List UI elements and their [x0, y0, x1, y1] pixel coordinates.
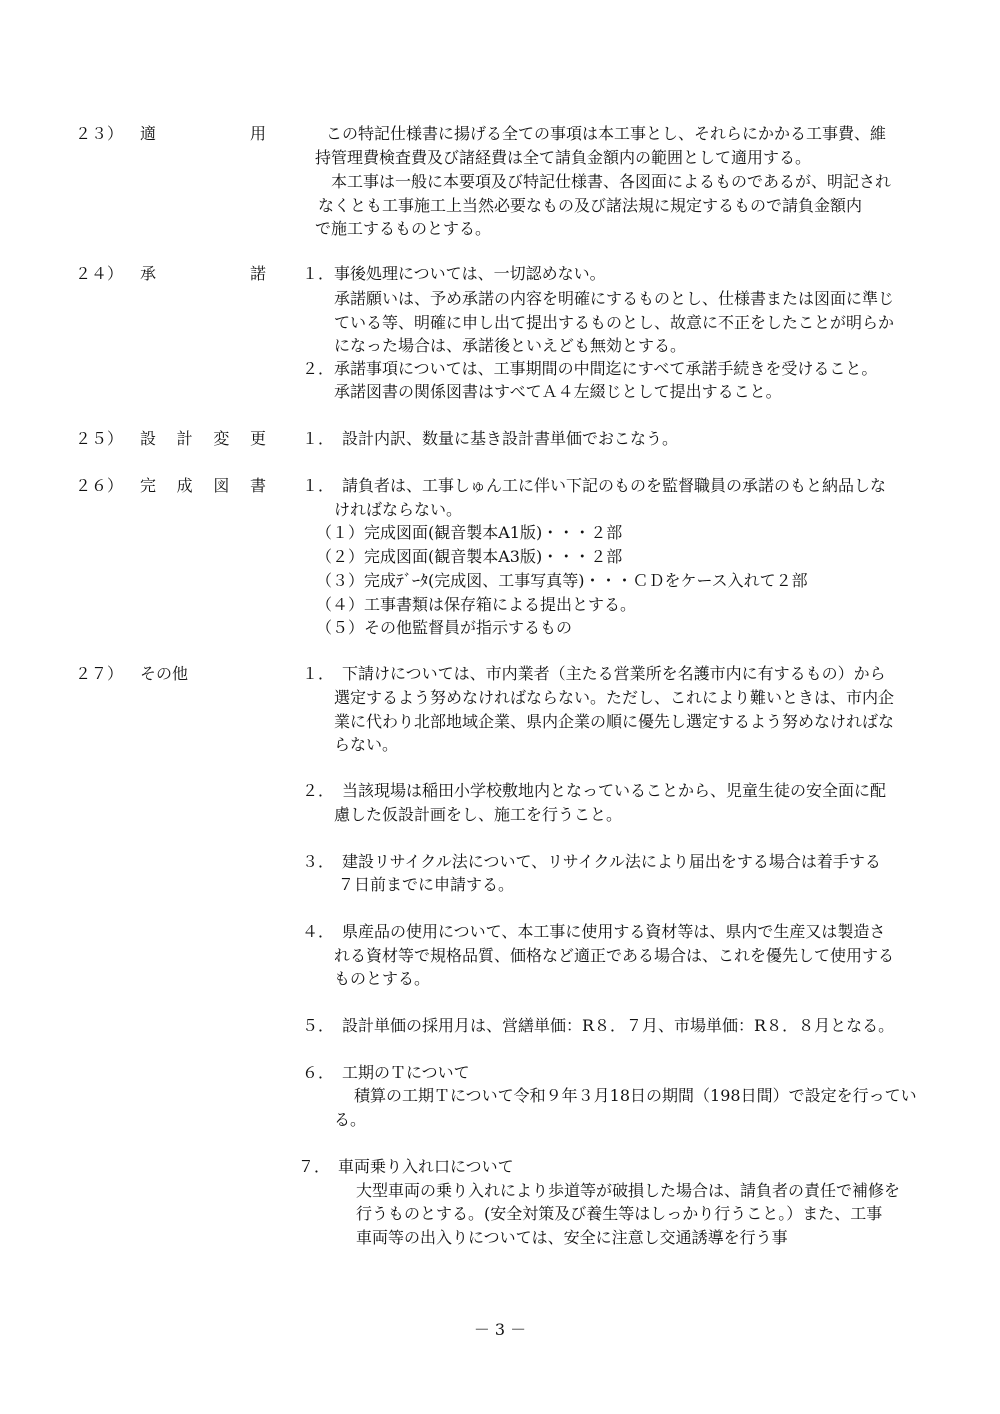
text-line: 行うものとする。(安全対策及び養生等はしっかり行うこと。）また、工事: [356, 1204, 883, 1223]
text-line: ものとする。: [334, 969, 431, 988]
text-line: 本工事は一般に本要項及び特記仕様書、各図面によるものであるが、明記され: [315, 172, 892, 191]
text-line: らない。: [334, 735, 399, 754]
section-title: [140, 262, 266, 286]
section-title-char: 承: [140, 264, 157, 283]
section-title-char: 変: [213, 429, 230, 448]
text-line: ２． 当該現場は稲田小学校敷地内となっていることから、児童生徒の安全面に配: [302, 781, 887, 800]
text-line: ７． 車両乗り入れ口について: [298, 1157, 514, 1176]
text-line: ければならない。: [334, 500, 463, 519]
text-line: １． 請負者は、工事しゅん工に伴い下記のものを監督職員の承諾のもと納品しな: [302, 476, 887, 495]
section-number: ２６）: [75, 476, 124, 495]
section-number: ２５）: [75, 429, 124, 448]
text-line: で施工するものとする。: [315, 219, 492, 238]
text-line: 慮した仮設計画をし、施工を行うこと。: [334, 805, 623, 824]
section-title: [140, 122, 266, 146]
text-line: ４． 県産品の使用について、本工事に使用する資材等は、県内で生産又は製造さ: [302, 922, 886, 941]
list-item: （５）その他監督員が指示するもの: [316, 618, 573, 637]
text-line: 業に代わり北部地域企業、県内企業の順に優先し選定するよう努めなければな: [334, 712, 895, 731]
section-title: [140, 662, 266, 686]
text-line: ２．承諾事項については、工事期間の中間迄にすべて承諾手続きを受けること。: [302, 359, 878, 378]
list-item: （１）完成図面(観音製本A1版)・・・２部: [316, 523, 623, 542]
section-title-char: 諾: [249, 264, 266, 283]
text-line: 持管理費検査費及び諸経費は全て請負金額内の範囲として適用する。: [315, 148, 812, 167]
section-title-char: 図: [213, 476, 230, 495]
section-title-char: 成: [176, 476, 193, 495]
text-line: る。: [334, 1110, 367, 1129]
section-title-char: 計: [176, 429, 193, 448]
section-title-char: 更: [249, 429, 266, 448]
section-number: ２３）: [75, 124, 124, 143]
section-title-text: その他: [140, 664, 189, 683]
text-line: 大型車両の乗り入れにより歩道等が破損した場合は、請負者の責任で補修を: [356, 1181, 901, 1200]
page-number: － 3 －: [473, 1320, 527, 1339]
section-title: [140, 427, 266, 451]
section-title-char: 完: [140, 476, 157, 495]
section-title-char: 設: [140, 429, 157, 448]
text-line: 承諾図書の関係図書はすべてＡ４左綴じとして提出すること。: [334, 382, 782, 401]
list-item: （３）完成ﾃﾞｰﾀ(完成図、工事写真等)・・・ＣＤをケース入れて２部: [316, 571, 808, 590]
text-line: ３． 建設リサイクル法について、リサイクル法により届出をする場合は着手する: [302, 852, 881, 871]
text-line: 車両等の出入りについては、安全に注意し交通誘導を行う事: [356, 1228, 788, 1247]
text-line: ６． 工期のＴについて: [302, 1063, 470, 1082]
section-title-char: 書: [249, 476, 266, 495]
text-line: なくとも工事施工上当然必要なもの及び諸法規に規定するもので請負金額内: [318, 196, 863, 215]
text-line: １． 設計内訳、数量に基き設計書単価でおこなう。: [302, 429, 679, 448]
text-line: この特記仕様書に揚げる全ての事項は本工事とし、それらにかかる工事費、維: [310, 124, 887, 143]
section-title: [140, 474, 266, 498]
section-title-char: 適: [140, 124, 157, 143]
text-line: ている等、明確に申し出て提出するものとし、故意に不正をしたことが明らか: [334, 313, 895, 332]
section-number: ２４）: [75, 264, 124, 283]
text-line: になった場合は、承諾後といえども無効とする。: [334, 336, 687, 355]
text-line: 承諾願いは、予め承諾の内容を明確にするものとし、仕様書または図面に準じ: [334, 289, 895, 308]
section-number: ２７）: [75, 664, 124, 683]
text-line: ５． 設計単価の採用月は、営繕単価：R８．７月、市場単価：R８．８月となる。: [302, 1016, 895, 1035]
text-line: 積算の工期Ｔについて令和９年３月18日の期間（198日間）で設定を行ってい: [354, 1086, 917, 1105]
text-line: １．事後処理については、一切認めない。: [302, 264, 606, 283]
list-item: （２）完成図面(観音製本A3版)・・・２部: [316, 547, 623, 566]
text-line: ７日前までに申請する。: [338, 875, 515, 894]
section-title-char: 用: [249, 124, 266, 143]
text-line: 選定するよう努めなければならない。ただし、これにより難いときは、市内企: [334, 688, 895, 707]
text-line: １． 下請けについては、市内業者（主たる営業所を名護市内に有するもの）から: [302, 664, 886, 683]
text-line: れる資材等で規格品質、価格など適正である場合は、これを優先して使用する: [334, 946, 895, 965]
list-item: （４）工事書類は保存箱による提出とする。: [316, 595, 637, 614]
